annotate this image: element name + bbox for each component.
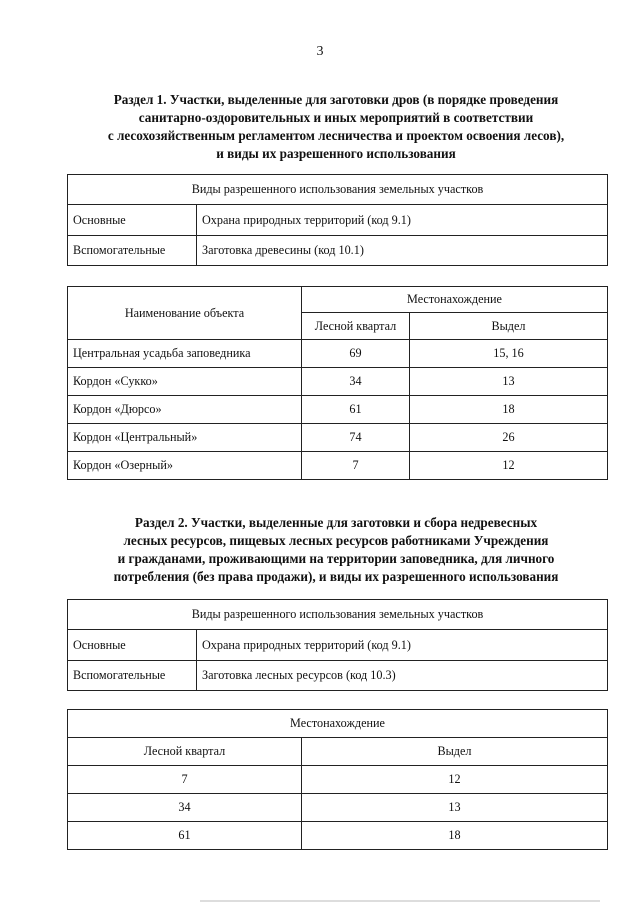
- section2-title-line: потребления (без права продажи), и виды их разрешенного использования: [113, 569, 559, 584]
- quarter-cell: 34: [68, 794, 302, 822]
- object-name-cell: Кордон «Центральный»: [68, 424, 302, 452]
- table-row: [68, 340, 608, 368]
- use-value-cell: Заготовка древесины (код 10.1): [197, 236, 608, 266]
- scan-edge-divider: [200, 900, 600, 902]
- section-cell: 26: [410, 424, 608, 452]
- quarter-cell: 61: [302, 396, 410, 424]
- section2-title-line: Раздел 2. Участки, выделенные для заготовки и сбора недревесных: [134, 515, 538, 530]
- col-header-section: Выдел: [410, 313, 608, 340]
- page-number: 3: [316, 44, 324, 59]
- section-cell: 18: [410, 396, 608, 424]
- section2-title-line: и гражданами, проживающими на территории заповедника, для личного: [117, 551, 555, 566]
- col-header-name: Наименование объекта: [68, 287, 302, 340]
- use-type-cell: Вспомогательные: [68, 661, 197, 691]
- table-row: [68, 424, 608, 452]
- section1-title: [40, 91, 632, 163]
- section1-title-line: санитарно-оздоровительных и иных мероприятий в соответствии: [138, 110, 534, 125]
- section-cell: 12: [410, 452, 608, 480]
- object-name-cell: Центральная усадьба заповедника: [68, 340, 302, 368]
- section1-title-line: с лесохозяйственным регламентом лесничества и проектом освоения лесов),: [107, 128, 565, 143]
- table-row: [68, 630, 608, 661]
- section2-use-table: [67, 599, 608, 691]
- section-cell: 12: [302, 766, 608, 794]
- quarter-cell: 61: [68, 822, 302, 850]
- section1-title-line: Раздел 1. Участки, выделенные для заготовки дров (в порядке проведения: [113, 92, 559, 107]
- table-row: [68, 452, 608, 480]
- col-header-section: Выдел: [302, 738, 608, 766]
- table-row: [68, 236, 608, 266]
- section-cell: 18: [302, 822, 608, 850]
- table-row: [68, 766, 608, 794]
- use-value-cell: Охрана природных территорий (код 9.1): [197, 205, 608, 236]
- use-value-cell: Заготовка лесных ресурсов (код 10.3): [197, 661, 608, 691]
- table-row: [68, 794, 608, 822]
- section1-location-table: [67, 286, 608, 480]
- object-name-cell: Кордон «Сукко»: [68, 368, 302, 396]
- table-row: [68, 661, 608, 691]
- quarter-cell: 69: [302, 340, 410, 368]
- use-table-header: Виды разрешенного использования земельных участков: [68, 600, 608, 630]
- quarter-cell: 34: [302, 368, 410, 396]
- use-value-cell: Охрана природных территорий (код 9.1): [197, 630, 608, 661]
- section-cell: 15, 16: [410, 340, 608, 368]
- section-cell: 13: [302, 794, 608, 822]
- quarter-cell: 7: [302, 452, 410, 480]
- col-header-location: Местонахождение: [68, 710, 608, 738]
- use-type-cell: Вспомогательные: [68, 236, 197, 266]
- section2-title: [40, 514, 632, 586]
- use-type-cell: Основные: [68, 630, 197, 661]
- object-name-cell: Кордон «Дюрсо»: [68, 396, 302, 424]
- quarter-cell: 74: [302, 424, 410, 452]
- table-row: [68, 822, 608, 850]
- table-row: [68, 368, 608, 396]
- table-row: [68, 396, 608, 424]
- table-row: [68, 205, 608, 236]
- section-cell: 13: [410, 368, 608, 396]
- section1-use-table: [67, 174, 608, 266]
- section2-title-line: лесных ресурсов, пищевых лесных ресурсов работниками Учреждения: [123, 533, 549, 548]
- col-header-quarter: Лесной квартал: [302, 313, 410, 340]
- use-table-header: Виды разрешенного использования земельных участков: [68, 175, 608, 205]
- section1-title-line: и виды их разрешенного использования: [216, 146, 456, 161]
- object-name-cell: Кордон «Озерный»: [68, 452, 302, 480]
- col-header-quarter: Лесной квартал: [68, 738, 302, 766]
- section2-location-table: [67, 709, 608, 850]
- col-header-location: Местонахождение: [302, 287, 608, 313]
- quarter-cell: 7: [68, 766, 302, 794]
- use-type-cell: Основные: [68, 205, 197, 236]
